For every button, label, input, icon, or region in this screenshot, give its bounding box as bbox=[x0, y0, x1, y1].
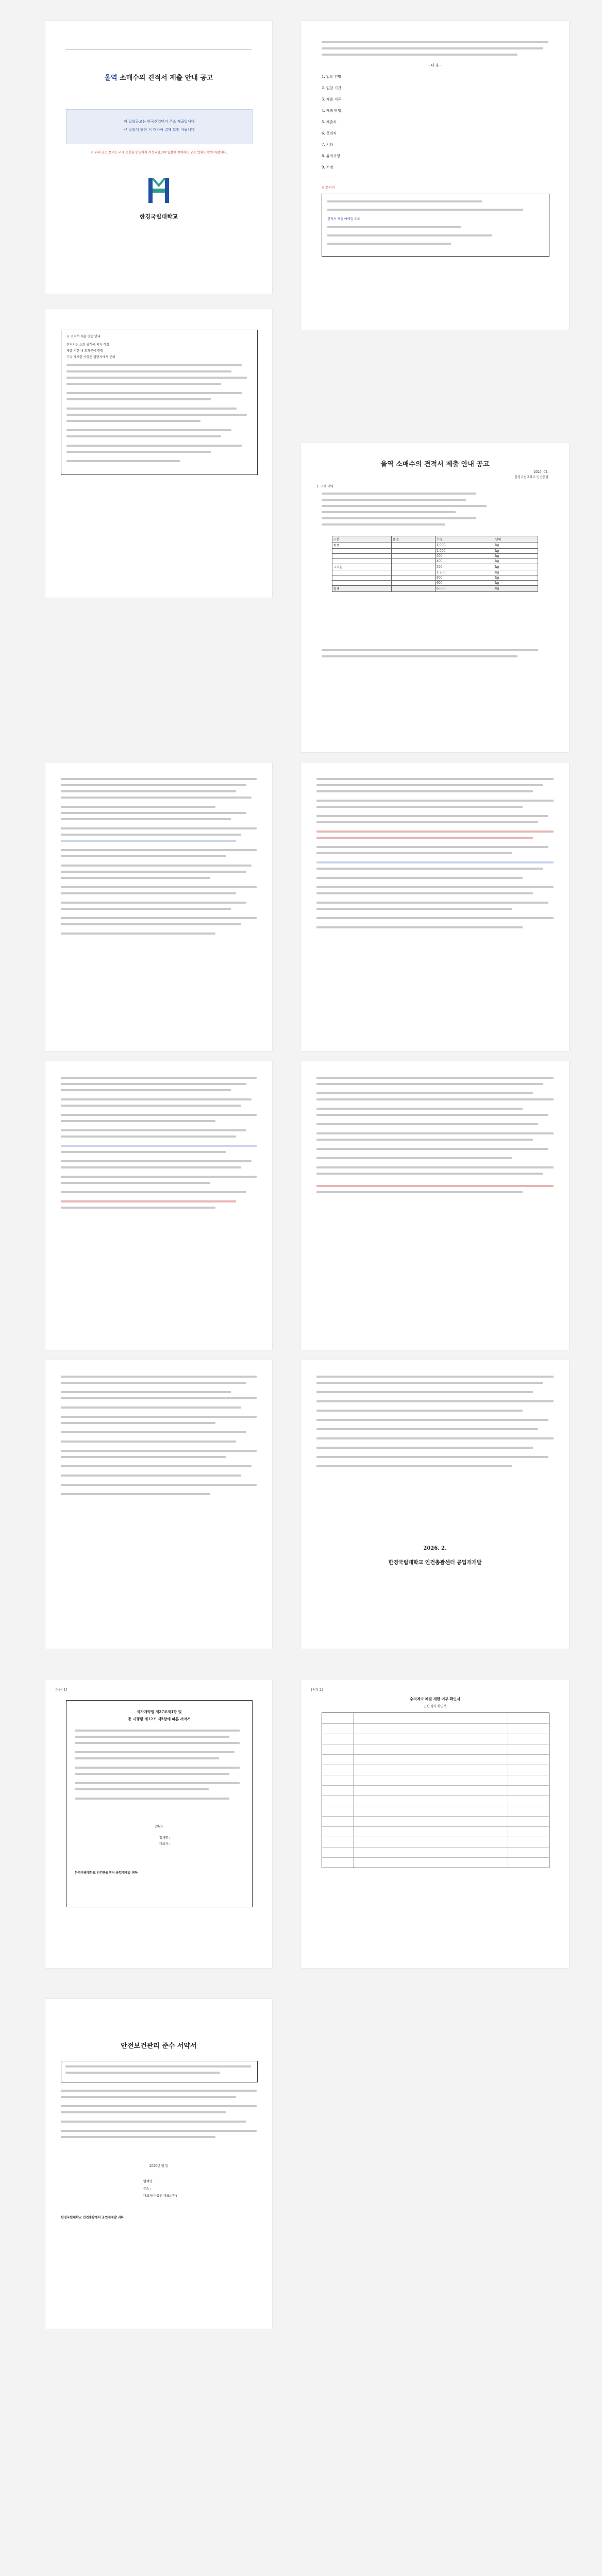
page-10 bbox=[45, 1680, 272, 1968]
items-list bbox=[322, 74, 548, 176]
page-9-right bbox=[301, 1360, 569, 1649]
oath-company: 업체명 : bbox=[159, 1836, 171, 1840]
warning-text: ※ 위의 공고 문구는 구매 조건을 반영하여 작성되었으며 입찰에 참여하는 모든 업체는 확인 바랍니다. bbox=[90, 151, 227, 155]
contact-box bbox=[322, 194, 549, 257]
form2-table bbox=[322, 1713, 549, 1868]
page-4-org: 한경국립대학교 인건총괄 bbox=[514, 476, 548, 479]
oath-box bbox=[66, 1700, 253, 1907]
form2-subtitle: 인신 형식 확인서 bbox=[423, 1705, 447, 1708]
oath-date: 2026. bbox=[155, 1825, 164, 1828]
page-7 bbox=[45, 1061, 272, 1350]
list-item: 9. 서명 bbox=[322, 165, 333, 170]
page-1 bbox=[45, 21, 272, 294]
table-row: 800 kg bbox=[332, 575, 538, 581]
safety-recipient: 한경국립대학교 인건총괄센터 공업개개발 귀하 bbox=[61, 2216, 124, 2219]
page-5 bbox=[45, 762, 272, 1051]
table-header: 품명 bbox=[391, 536, 435, 543]
table-row: 교직원 300 kg bbox=[332, 564, 538, 570]
table-row: 합계 6,800 kg bbox=[332, 586, 538, 592]
safety-address: 주소 : bbox=[143, 2187, 152, 2191]
method-line: 견적서는 소정 양식에 의거 작성 bbox=[66, 343, 109, 347]
safety-title: 안전보건관리 준수 서약서 bbox=[121, 2042, 197, 2050]
table-header-row bbox=[332, 536, 538, 543]
table-row: 1,200 kg bbox=[332, 570, 538, 575]
table-row: 500 kg bbox=[332, 554, 538, 559]
safety-date: 2026년 월 일 bbox=[149, 2164, 169, 2168]
list-item: 1. 입찰 건명 bbox=[322, 75, 342, 79]
signature-date: 2026. 2. bbox=[423, 1546, 447, 1551]
list-item: 7. 기타 bbox=[322, 143, 333, 147]
email-label: 견적서 제출 이메일 주소 bbox=[327, 217, 360, 221]
page-2 bbox=[301, 21, 569, 330]
list-item: 8. 유의사항 bbox=[322, 154, 340, 158]
form2-title: 수의계약 체결 제한 여부 확인서 bbox=[410, 1697, 460, 1701]
contact-label: ※ 문의처 bbox=[322, 186, 335, 190]
form-tag: [서식 1] bbox=[56, 1688, 67, 1692]
oath-title-2: 동 시행령 제12조 제5항에 따른 서약서 bbox=[128, 1717, 191, 1721]
page-9-left bbox=[45, 1360, 272, 1649]
table-row: 학생 1,000 kg bbox=[332, 543, 538, 549]
page-4 bbox=[301, 443, 569, 752]
oath-rep: 대표자 : bbox=[159, 1842, 171, 1846]
org-name: 한경국립대학교 bbox=[139, 213, 178, 220]
page-3 bbox=[45, 309, 272, 598]
oath-title-1: 국가계약법 제27조제1항 및 bbox=[137, 1709, 182, 1714]
list-item: 3. 제출 서류 bbox=[322, 97, 342, 101]
method-line: 기타 자세한 사항은 담당자에게 문의 bbox=[66, 355, 115, 359]
university-logo bbox=[143, 175, 174, 209]
page-8 bbox=[301, 1061, 569, 1350]
table-row: 600 kg bbox=[332, 581, 538, 586]
list-item: 6. 문의처 bbox=[322, 131, 337, 135]
page-12 bbox=[45, 1999, 272, 2329]
list-header: - 다 음 - bbox=[428, 63, 442, 67]
table-row: 2,000 kg bbox=[332, 549, 538, 554]
table-header: 수량 bbox=[436, 536, 494, 543]
list-item: 4. 제출 방법 bbox=[322, 109, 342, 113]
purchase-table-wrap bbox=[332, 536, 538, 592]
table-row: 400 kg bbox=[332, 559, 538, 564]
page-4-title: 울역 소매수의 견적서 제출 안내 공고 bbox=[380, 461, 490, 468]
page-1-title bbox=[45, 72, 272, 82]
method-box-title: ※ 견적서 제출 방법 안내 bbox=[66, 335, 101, 338]
safety-rep: 대표자(수급인 대표) (인) bbox=[143, 2194, 177, 2198]
page-6 bbox=[301, 762, 569, 1051]
title-highlight: 울역 bbox=[104, 74, 118, 82]
notice-box bbox=[66, 109, 253, 144]
notice-line-2: 근 입찰에 관한 시 대하여 결재 확인 바랍니다 bbox=[124, 128, 195, 132]
list-item: 2. 입찰 기간 bbox=[322, 86, 342, 90]
form-tag: [서식 2] bbox=[311, 1688, 323, 1692]
list-item: 5. 제출처 bbox=[322, 120, 337, 124]
method-line: 제출 기한 내 도착분에 한함 bbox=[66, 349, 104, 353]
title-text: 소매수의 견적서 제출 안내 공고 bbox=[117, 74, 213, 82]
page-11 bbox=[301, 1680, 569, 1968]
method-box bbox=[61, 330, 258, 475]
oath-recipient: 한경국립대학교 인건총괄센터 공업개개발 귀하 bbox=[75, 1871, 138, 1875]
signature-org: 한경국립대학교 인건총괄센터 공업개개발 bbox=[388, 1560, 482, 1566]
notice-line-1: 이 입찰공고는 한국산업단지 주소 제곱입니다 bbox=[124, 120, 195, 124]
section-heading: 1. 구매 내역 bbox=[316, 485, 333, 488]
page-4-date: 2026. 02. bbox=[533, 470, 548, 474]
purchase-table bbox=[332, 536, 538, 592]
safety-box bbox=[61, 2061, 258, 2082]
safety-company: 업체명 : bbox=[143, 2180, 155, 2183]
table-header: 단위 bbox=[494, 536, 538, 543]
table-header: 구분 bbox=[332, 536, 392, 543]
